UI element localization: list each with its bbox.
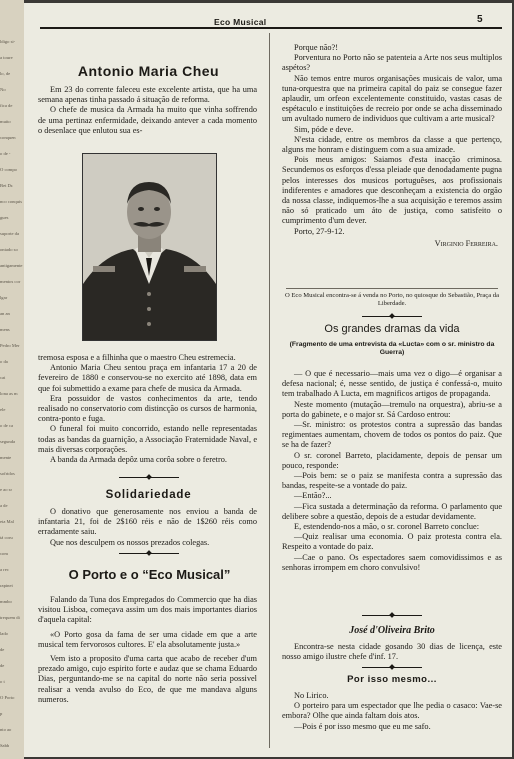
dialogue-line: — O que é necessario—mais uma vez o digo—é organisar a defesa nacional; é, nesse sentido, de justiça é confessá-o, muito tem trabalhado A Lucta, em magnificos artigos de propaganda.: [282, 369, 502, 399]
adjacent-page-fragment: mentos cor: [0, 280, 21, 284]
adjacent-page-fragment: p: [0, 712, 3, 716]
anecdote-line: No Lirico.: [294, 691, 329, 700]
article-title-por-isso-mesmo: Por isso mesmo...: [347, 674, 437, 685]
dialogue-line: E, estendendo-nos a mão, o sr. coronel Barreto conclue:: [294, 522, 480, 532]
paragraph: Que nos desculpem os nossos prezados colegas.: [50, 537, 210, 547]
paragraph: O chefe de musica da Armada ha muito que vinha soffrendo de uma pertinaz enfermidade, deixando antever a cada momento o desenlace que enlutou sua es-: [38, 105, 257, 135]
adjacent-page-fragment: o de -: [0, 152, 11, 156]
adjacent-page-fragment: com: [0, 552, 8, 556]
paragraph: Falando da Tuna dos Empregados do Commercio que ha dias visitou Lisboa, começava assim um dos mais importantes diarios d'aquela capital:: [38, 595, 257, 625]
article-porto-eco-body: [38, 595, 257, 705]
adjacent-page-fragment: suporte da: [0, 232, 20, 236]
article-por-isso-mesmo-body: [282, 691, 502, 732]
adjacent-page-fragment: segunda: [0, 440, 16, 444]
adjacent-page-fragment: lo, de: [0, 72, 11, 76]
adjacent-page-fragment: e ao sr: [0, 488, 12, 492]
dialogue-line: —Quiz realisar uma economia. O paiz protesta contra ela. Respeito a vontade do paiz.: [282, 532, 502, 552]
paragraph: O funeral foi muito concorrido, estando nelle representadas todas as bandas da guarnição, a Associação Fraternidade Naval, e mais diversas corporações.: [38, 424, 257, 454]
paragraph: N'esta cidade, entre os membros da classe a que pertenço, alguns me honram e distinguem com a sua amizade.: [282, 134, 502, 155]
adjacent-page-fragment: cai: [0, 376, 6, 380]
adjacent-page-fragment: nto ao: [0, 728, 12, 732]
adjacent-page-fragment: No: [0, 88, 6, 92]
signature: Virginio Ferreira.: [434, 238, 498, 248]
header-title: Eco Musical: [214, 17, 267, 27]
adjacent-page-fragment: o de ca: [0, 424, 14, 428]
paragraph: O donativo que generosamente nos enviou a banda de infantaria 21, foi de 2$160 réis e não de 1$260 réis como erradamente saiu.: [38, 507, 257, 537]
paragraph: Porventura no Porto não se patenteia a Arte nos seus multiplos aspétos?: [282, 53, 502, 73]
article-title-solidariedade: Solidariedade: [105, 489, 192, 501]
article-title-porto-eco: O Porto e o “Eco Musical”: [68, 567, 231, 582]
paragraph: Em 23 do corrente faleceu este excelente artista, que ha uma semana apenas tinha passado á situação de reforma.: [38, 85, 257, 105]
header-rule: [40, 27, 502, 29]
article-cheu-intro: [38, 85, 257, 136]
adjacent-page-fragment: a de: [0, 504, 8, 508]
adjacent-page-fragment: an an: [0, 312, 10, 316]
ornament-diamond: [146, 474, 152, 480]
newspaper-page: [24, 3, 512, 757]
adjacent-page-fragment: conquen: [0, 136, 16, 140]
ornament-diamond: [389, 664, 395, 670]
adjacent-page-fragment: Bet Dr.: [0, 184, 14, 188]
ornament-diamond: [389, 612, 395, 618]
paragraph: Antonio Maria Cheu sentou praça em infantaria 17 a 20 de fevereiro de 1880 e conservou-se no exercito até 1898, data em que foi submettido a exame para chefe de musica da Armada.: [38, 363, 257, 393]
adjacent-page-fragment: mente: [0, 456, 12, 460]
adjacent-page-fragment: Pedro Mer: [0, 344, 20, 348]
article-porto-eco-continued: [282, 43, 502, 249]
anecdote-line: O porteiro para um espectador que lhe pedia o casaco: Vae-se embora? Olhe que ainda faltam dois atos.: [282, 701, 502, 721]
paragraph: Era possuidor de vastos conhecimentos da arte, tendo realisado no conservatorio com distincção os cursos de harmonia, contra-ponto e fuga.: [38, 393, 257, 424]
adjacent-page-fragment: muito: [0, 120, 11, 124]
adjacent-page-fragment: ele: [0, 408, 6, 412]
dialogue-line: —Cae o pano. Os espectadores saem comovidissimos e as senhoras irrompem em choro convulsivo!: [282, 552, 502, 572]
adjacent-page-fragment: lgar: [0, 296, 8, 300]
adjacent-page-fragment: de: [0, 664, 5, 668]
article-title-grandes-dramas: Os grandes dramas da vida: [324, 323, 460, 335]
adjacent-page-fragment: ldigo si-: [0, 40, 16, 44]
adjacent-page-fragment: o t: [0, 680, 5, 684]
dialogue-line: —Pois bem: se o paiz se manifesta contra a supressão das bandas, respeite-se a vontade do paiz.: [282, 471, 502, 491]
adjacent-page-fragment: o da: [0, 360, 8, 364]
adjacent-page-fragment: lado: [0, 632, 8, 636]
adjacent-page-fragment: O compo: [0, 168, 17, 172]
adjacent-page-fragment: mmbo: [0, 600, 12, 604]
adjacent-page-fragment: a toure: [0, 56, 13, 60]
page-number: 5: [477, 14, 483, 25]
dialogue-line: O sr. coronel Barreto, placidamente, depois de pensar um pouco, responde:: [282, 450, 502, 470]
paragraph: Encontra-se nesta cidade gosando 30 dias de licença, este nosso amigo ilustre chefe d'inf. 17.: [282, 642, 502, 662]
paragraph: Vem isto a proposito d'uma carta que acabo de receber d'um prezado amigo, cujo espirito forte e audaz que se chama Eduardo Dias, perguntando-me se na capital do norte não seria possivel realisar a venda avulso do Eco, de que me mandava alguns numeros.: [38, 654, 257, 704]
dateline: Porto, 27-9-12.: [294, 226, 345, 236]
adjacent-page-fragment: a rec: [0, 568, 9, 572]
paragraph: Não temos entre muros organisações musicais de valor, uma tuna-orquestra que na primeira capital do paiz se consegue fazer aplaudir, um orfeon excelentemente constituido, vastas casas de espétaculo e instituições de recreio por onde se acha disseminado um avultado numero de individuos que cultivam a arte musical?: [282, 73, 502, 124]
paragraph: Porque não?!: [294, 43, 339, 52]
adjacent-page-fragment: de: [0, 648, 5, 652]
adjacent-page-fragment: Sabb: [0, 744, 10, 748]
adjacent-page-fragment: sofridos: [0, 472, 15, 476]
adjacent-page-fragment: fica de: [0, 104, 13, 108]
divider-rule: [286, 288, 498, 289]
dialogue-line: Neste momento (mutação—tremulo na orquestra), abriu-se a porta do gabinete, e o major sr. Sá Cardoso entrou:: [282, 399, 502, 419]
adjacent-page-fragment: tá coru: [0, 536, 13, 540]
anecdote-line: —Pois é por isso mesmo que eu me safo.: [294, 721, 431, 731]
sales-note: O Eco Musical encontra-se á venda no Porto, no quiosque do Sebastião, Praça da Liberdade.: [284, 292, 500, 307]
dialogue-line: —Então?...: [294, 491, 332, 501]
article-jose-brito-body: [282, 642, 502, 662]
paragraph: tremosa esposa e a filhinha que o maestro Cheu estremecia.: [38, 353, 236, 362]
column-divider: [269, 33, 270, 748]
adjacent-page-fragment: antigamente: [0, 264, 23, 268]
paragraph: A banda da Armada depôz uma corôa sobre o feretro.: [50, 455, 227, 465]
adjacent-page-fragment: eia Mal: [0, 520, 14, 524]
adjacent-page-fragment: gues: [0, 216, 9, 220]
adjacent-page-fragment: O Porto: [0, 696, 15, 700]
article-title-cheu: Antonio Maria Cheu: [77, 63, 220, 79]
adjacent-page-fragment: mens: [0, 328, 10, 332]
article-grandes-dramas-body: [282, 369, 502, 573]
article-subtitle-grandes-dramas: (Fragmento de uma entrevista da «Lucta» com o sr. ministro da Guerra): [289, 341, 495, 357]
dialogue-line: —Sr. ministro: os protestos contra a supressão das bandas regimentaes aumentam, chovem de todos os pontos do paiz. Que se ha de fazer?: [282, 420, 502, 450]
adjacent-page-strip: [0, 0, 24, 759]
portrait-illustration: [83, 154, 216, 340]
article-cheu-body: [38, 353, 257, 465]
paragraph: Pois meus amigos: Saiamos d'esta inacção criminosa. Secundemos os esforços d'essa pleiade que denodadamente pugna pelos interesses dos musicos portuguêses, aos profissionais indiferentes e amadores que desconheçam a existencia do orgão da nossa classe, indiquemos-lhe a sua acquisição e teremos assim não só praticado um áto de justiça, como satisfeito o cumprimento d'um dever.: [282, 155, 502, 226]
portrait-image: [82, 153, 217, 341]
adjacent-page-fragment: nco conquis: [0, 200, 23, 204]
dialogue-line: —Fica sustada a determinação da reforma. O parlamento que delibere sobre a questão, depois de a estudar devidamente.: [282, 501, 502, 521]
adjacent-page-fragment: trequem di: [0, 616, 20, 620]
adjacent-page-fragment: rapinei: [0, 584, 13, 588]
article-solidariedade-body: [38, 507, 257, 548]
adjacent-page-fragment: ontado so: [0, 248, 18, 252]
ornament-diamond: [146, 550, 152, 556]
paragraph: «O Porto gosa da fama de ser uma cidade em que a arte musical tem fervorosos cultores. E' ela absolutamente justa.»: [38, 629, 257, 649]
article-title-jose-brito: José d'Oliveira Brito: [349, 625, 435, 636]
ornament-diamond: [389, 313, 395, 319]
paragraph: Sim, póde e deve.: [294, 124, 354, 134]
adjacent-page-fragment: lona as m: [0, 392, 18, 396]
